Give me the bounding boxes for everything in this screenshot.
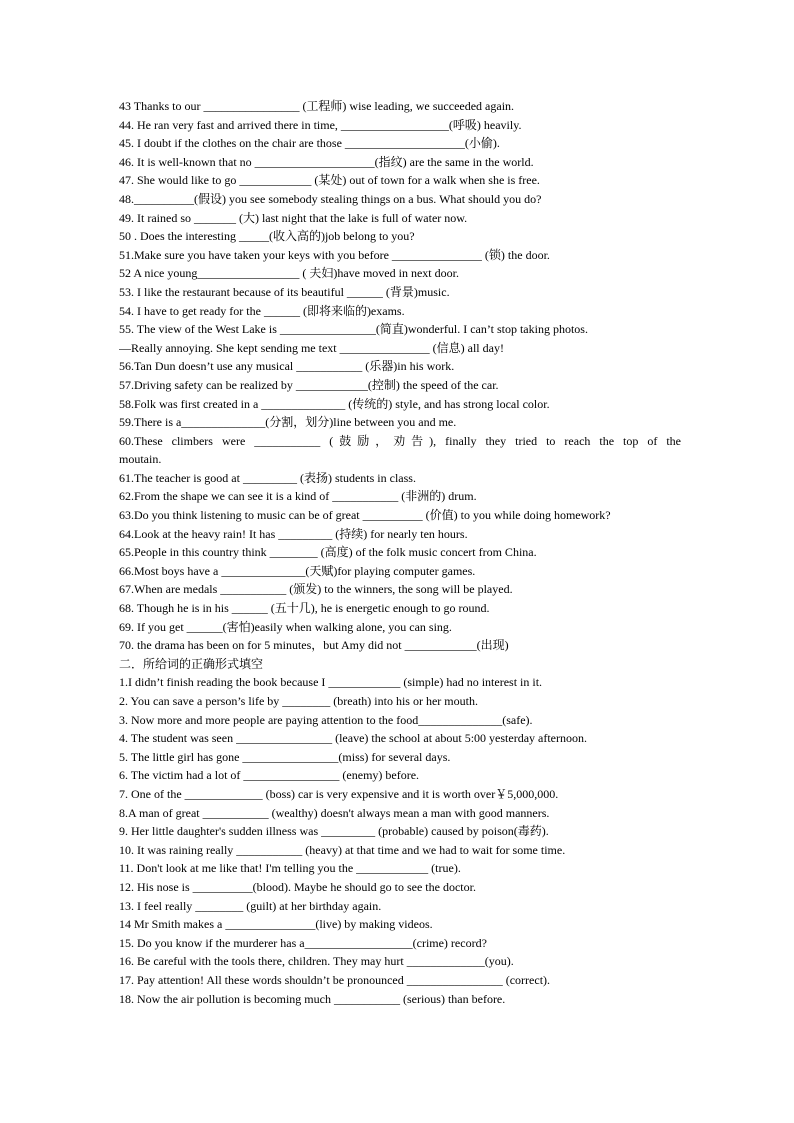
exercise-line-2-7: 7. One of the _____________ (boss) car is very expensive and it is worth over￥5,000,000. <box>119 786 559 801</box>
exercise-line-51: 51.Make sure you have taken your keys with you before _______________ (锁) the door. <box>119 247 550 262</box>
exercise-line-45: 45. I doubt if the clothes on the chair are those ____________________(小偷). <box>119 136 500 151</box>
exercise-line-67: 67.When are medals ___________ (颁发) to the winners, the song will be played. <box>119 582 513 597</box>
exercise-line-52: 52 A nice young_________________ ( 夫妇)have moved in next door. <box>119 266 459 281</box>
exercise-line-2-17: 17. Pay attention! All these words shouldn’t be pronounced ________________ (correct). <box>119 972 551 987</box>
exercise-line-2-5: 5. The little girl has gone ________________(miss) for several days. <box>119 749 451 764</box>
exercise-line-44: 44. He ran very fast and arrived there in time, __________________(呼吸) heavily. <box>119 117 522 132</box>
exercise-line-60: 60.These climbers were ___________ (鼓励，劝告), finally they tried to reach the top of the <box>119 433 681 448</box>
exercise-line-2-10: 10. It was raining really ___________ (heavy) at that time and we had to wait for some time. <box>119 842 566 857</box>
exercise-line-63: 63.Do you think listening to music can be of great __________ (价值) to you while doing homework? <box>119 508 611 523</box>
exercise-line-43: 43 Thanks to our ________________ (工程师) wise leading, we succeeded again. <box>119 99 515 113</box>
exercise-line-2-14: 14 Mr Smith makes a _______________(live) by making videos. <box>119 917 433 932</box>
exercise-line-70: 70. the drama has been on for 5 minutes，but Amy did not ____________(出现) <box>119 638 509 653</box>
exercise-line-2-13: 13. I feel really ________ (guilt) at her birthday again. <box>119 898 382 913</box>
exercise-line-46: 46. It is well-known that no ____________________(指纹) are the same in the world. <box>119 154 534 169</box>
exercise-line-2-3: 3. Now more and more people are paying attention to the food______________(safe). <box>119 712 533 727</box>
exercise-line-50: 50 . Does the interesting _____(收入高的)job belong to you? <box>119 229 415 244</box>
exercise-line-2-2: 2. You can save a person’s life by ________ (breath) into his or her mouth. <box>119 694 478 708</box>
exercise-line-64: 64.Look at the heavy rain! It has _________ (持续) for nearly ten hours. <box>119 526 468 541</box>
exercise-line-2-6: 6. The victim had a lot of ________________ (enemy) before. <box>119 768 420 783</box>
exercise-line-68: 68. Though he is in his ______ (五十几), he is energetic enough to go round. <box>119 601 490 616</box>
exercise-line-55-reply: —Really annoying. She kept sending me text _______________ (信息) all day! <box>119 340 504 355</box>
exercise-line-2-4: 4. The student was seen ________________ (leave) the school at about 5:00 yesterday afternoon. <box>119 731 587 746</box>
exercise-line-60-cont: moutain. <box>119 452 162 467</box>
exercise-line-2-9: 9. Her little daughter's sudden illness was _________ (probable) caused by poison(毒药). <box>119 824 549 839</box>
exercise-text <box>119 97 681 1008</box>
exercise-line-62: 62.From the shape we can see it is a kind of ___________ (非洲的) drum. <box>119 489 477 504</box>
exercise-line-55: 55. The view of the West Lake is ________________(简直)wonderful. I can’t stop taking photos. <box>119 322 588 337</box>
exercise-line-2-1: 1.I didn’t finish reading the book because I ____________ (simple) had no interest in it. <box>119 675 543 690</box>
exercise-line-2-16: 16. Be careful with the tools there, children. They may hurt _____________(you). <box>119 954 514 969</box>
exercise-line-58: 58.Folk was first created in a ______________ (传统的) style, and has strong local color. <box>119 396 550 411</box>
exercise-line-2-11: 11. Don't look at me like that! I'm telling you the ____________ (true). <box>119 861 461 876</box>
exercise-line-54: 54. I have to get ready for the ______ (即将来临的)exams. <box>119 303 405 318</box>
exercise-line-66: 66.Most boys have a ______________(天赋)for playing computer games. <box>119 563 476 578</box>
exercise-line-2-12: 12. His nose is __________(blood). Maybe he should go to see the doctor. <box>119 879 476 894</box>
exercise-line-57: 57.Driving safety can be realized by ____________(控制) the speed of the car. <box>119 377 499 392</box>
exercise-line-2-18: 18. Now the air pollution is becoming much ___________ (serious) than before. <box>119 991 506 1006</box>
exercise-line-47: 47. She would like to go ____________ (某处) out of town for a walk when she is free. <box>119 173 540 188</box>
exercise-line-2-15: 15. Do you know if the murderer has a__________________(crime) record? <box>119 935 487 950</box>
exercise-line-56: 56.Tan Dun doesn’t use any musical ___________ (乐器)in his work. <box>119 359 455 374</box>
exercise-line-61: 61.The teacher is good at _________ (表扬) students in class. <box>119 470 416 485</box>
exercise-line-65: 65.People in this country think ________ (高度) of the folk music concert from China. <box>119 545 537 560</box>
exercise-line-59: 59.There is a______________(分割，划分)line between you and me. <box>119 415 457 430</box>
exercise-line-53: 53. I like the restaurant because of its beautiful ______ (背景)music. <box>119 284 450 299</box>
exercise-line-69: 69. If you get ______(害怕)easily when walking alone, you can sing. <box>119 619 452 634</box>
section-heading: 二．所给词的正确形式填空 <box>119 656 264 671</box>
exercise-line-2-8: 8.A man of great ___________ (wealthy) doesn't always mean a man with good manners. <box>119 805 550 820</box>
exercise-line-49: 49. It rained so _______ (大) last night that the lake is full of water now. <box>119 210 468 225</box>
exercise-line-48: 48.__________(假设) you see somebody stealing things on a bus. What should you do? <box>119 191 542 206</box>
